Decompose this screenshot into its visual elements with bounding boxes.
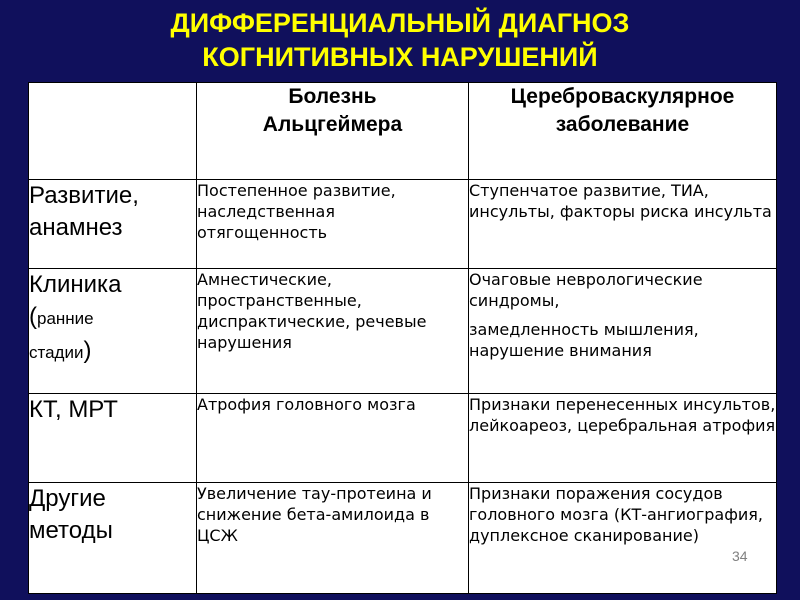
row-label <box>29 483 197 594</box>
table-header-row <box>29 83 777 180</box>
alzheimer-text: Амнестические, пространственные, диспрактические, речевые нарушения <box>197 270 427 352</box>
vascular-cell <box>469 269 777 394</box>
page-number: 34 <box>732 548 748 564</box>
vascular-text-1: Очаговые неврологические синдромы, <box>469 270 703 310</box>
vascular-text-2: замедленность мышления, нарушение внимания <box>469 320 699 360</box>
row-label <box>29 180 197 269</box>
header-vascular <box>469 83 777 180</box>
alzheimer-cell <box>197 269 469 394</box>
title-line-1: ДИФФЕРЕНЦИАЛЬНЫЙ ДИАГНОЗ <box>170 8 630 38</box>
row-label <box>29 394 197 483</box>
alzheimer-cell <box>197 483 469 594</box>
vascular-text: Ступенчатое развитие, ТИА, инсульты, факторы риска инсульта <box>469 181 772 221</box>
header-vascular-line-2: заболевание <box>555 113 690 136</box>
row-label-small-2: стадии <box>29 343 84 362</box>
diagnosis-table <box>28 82 777 594</box>
vascular-text: Признаки перенесенных инсультов, лейкоареоз, церебральная атрофия <box>469 395 776 435</box>
row-label-small-1: ранние <box>37 309 94 328</box>
header-alzheimer-line-2: Альцгеймера <box>262 113 403 136</box>
header-empty-cell <box>29 83 197 180</box>
table-row <box>29 483 777 594</box>
row-label-paren-close: ) <box>83 337 92 364</box>
header-alzheimer <box>197 83 469 180</box>
row-label-paren-open: ( <box>29 303 37 330</box>
table-row <box>29 269 777 394</box>
table-row <box>29 394 777 483</box>
vascular-cell <box>469 483 777 594</box>
table-row <box>29 180 777 269</box>
row-label-line-1: Другие <box>29 485 106 512</box>
row-label-line-2: анамнез <box>29 214 123 241</box>
row-label <box>29 269 197 394</box>
slide-title <box>0 6 800 74</box>
vascular-text: Признаки поражения сосудов головного мозга (КТ-ангиография, дуплексное сканирование) <box>469 484 763 545</box>
header-vascular-line-1: Цереброваскулярное <box>510 85 735 108</box>
title-line-2: КОГНИТИВНЫХ НАРУШЕНИЙ <box>202 42 598 72</box>
vascular-cell <box>469 394 777 483</box>
row-label-line-2: методы <box>29 517 113 544</box>
row-label-line-1: Клиника <box>29 271 122 298</box>
alzheimer-cell <box>197 394 469 483</box>
vascular-cell <box>469 180 777 269</box>
alzheimer-text: Постепенное развитие, наследственная отягощенность <box>197 181 396 242</box>
alzheimer-text: Атрофия головного мозга <box>197 395 416 414</box>
row-label-line-1: КТ, МРТ <box>29 396 118 423</box>
alzheimer-text: Увеличение тау-протеина и снижение бета-амилоида в ЦСЖ <box>197 484 432 545</box>
alzheimer-cell <box>197 180 469 269</box>
row-label-line-1: Развитие, <box>29 182 139 209</box>
header-alzheimer-line-1: Болезнь <box>288 85 377 108</box>
